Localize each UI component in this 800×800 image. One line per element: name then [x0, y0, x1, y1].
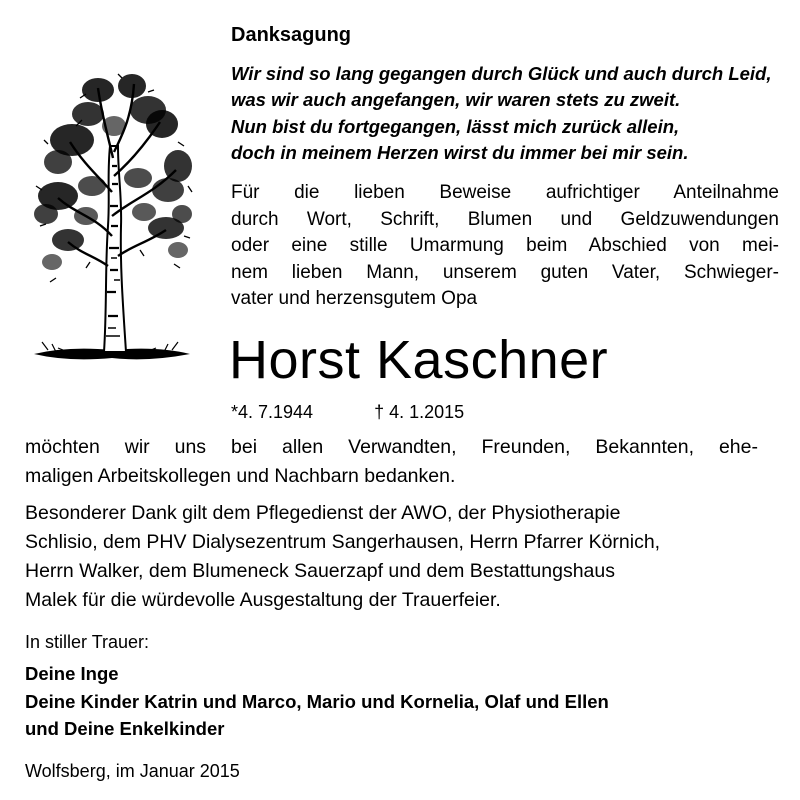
- thanks-line: maligen Arbeitskollegen und Nachbarn bedanken.: [25, 465, 456, 487]
- notice-heading: Danksagung: [231, 24, 352, 46]
- life-dates: [231, 400, 464, 424]
- poem-line: was wir auch angefangen, wir waren stets zu zweit.: [231, 89, 681, 111]
- mourner-line: Deine Kinder Katrin und Marco, Mario und Kornelia, Olaf und Ellen: [25, 690, 609, 712]
- intro-line: oder eine stille Umarmung beim Abschied von mei-: [231, 235, 779, 256]
- mourners-list: [25, 660, 609, 743]
- mourner-line: Deine Inge: [25, 663, 119, 684]
- intro-paragraph: [231, 180, 779, 313]
- deceased-name: Horst Kaschner: [229, 330, 609, 390]
- intro-line: durch Wort, Schrift, Blumen und Geldzuwendungen: [231, 208, 779, 230]
- special-thanks-line: Malek für die würdevolle Ausgestaltung der Trauerfeier.: [25, 589, 501, 611]
- thanks-paragraph: [25, 433, 758, 491]
- special-thanks-paragraph: [25, 499, 770, 615]
- birth-date: *4. 7.1944: [231, 402, 314, 422]
- poem-line: Nun bist du fortgegangen, lässt mich zurück allein,: [231, 115, 680, 137]
- intro-line: nem lieben Mann, unserem guten Vater, Schwieger-: [231, 261, 779, 283]
- poem-line: Wir sind so lang gegangen durch Glück und auch durch Leid,: [231, 63, 772, 84]
- poem-line: doch in meinem Herzen wirst du immer bei mir sein.: [231, 141, 689, 163]
- special-thanks-line: Besonderer Dank gilt dem Pflegedienst der AWO, der Physiotherapie: [25, 502, 621, 524]
- birch-tree-icon: [28, 66, 196, 366]
- mourning-label: In stiller Trauer:: [25, 632, 150, 652]
- thanks-line: möchten wir uns bei allen Verwandten, Freunden, Bekannten, ehe-: [25, 436, 758, 458]
- memorial-poem: [231, 61, 791, 166]
- special-thanks-line: Schlisio, dem PHV Dialysezentrum Sangerhausen, Herrn Pfarrer Körnich,: [25, 531, 661, 553]
- mourner-line: und Deine Enkelkinder: [25, 718, 225, 739]
- intro-line: vater und herzensgutem Opa: [231, 288, 478, 309]
- special-thanks-line: Herrn Walker, dem Blumeneck Sauerzapf und dem Bestattungshaus: [25, 560, 615, 582]
- intro-line: Für die lieben Beweise aufrichtiger Anteilnahme: [231, 182, 779, 203]
- death-date: † 4. 1.2015: [374, 402, 465, 422]
- place-and-date: Wolfsberg, im Januar 2015: [25, 761, 240, 781]
